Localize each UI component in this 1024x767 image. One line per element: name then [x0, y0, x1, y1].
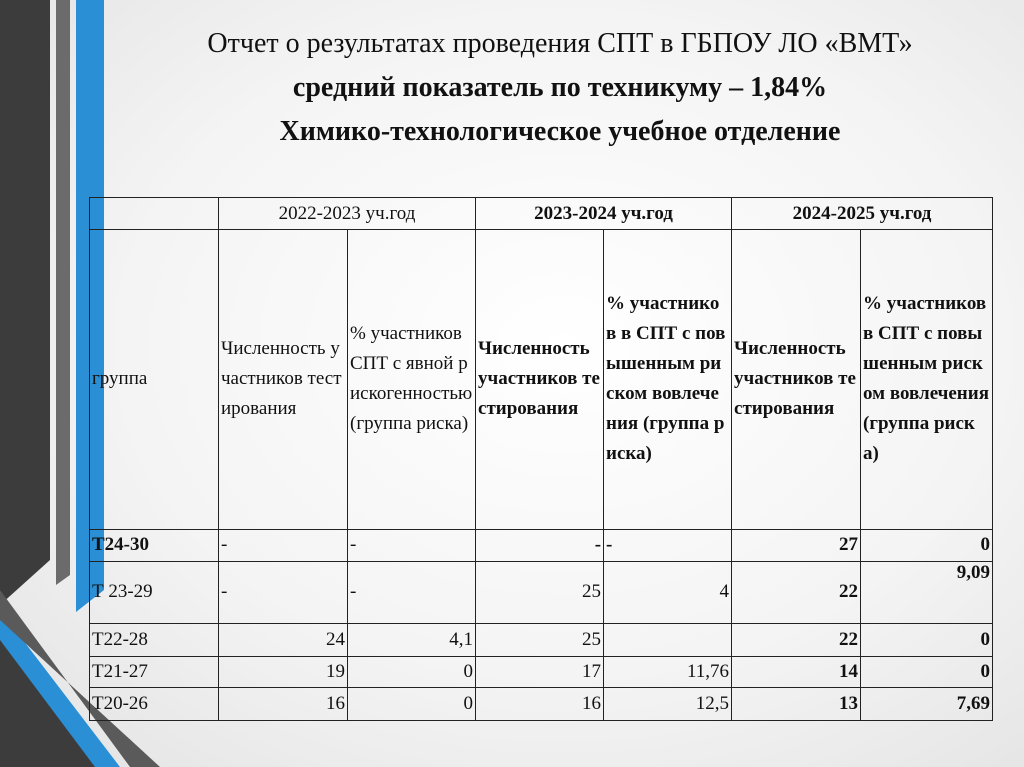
value-cell: - — [219, 529, 348, 561]
value-cell: 4 — [604, 561, 732, 623]
value-cell: 27 — [732, 529, 861, 561]
value-cell: 22 — [732, 561, 861, 623]
value-cell: 4,1 — [348, 623, 476, 656]
value-cell: 0 — [861, 529, 993, 561]
value-cell: 0 — [348, 656, 476, 687]
value-cell: 14 — [732, 656, 861, 687]
col-header-percent-2023: % участников в СПТ с повышенным риском вовлечения (группа риска) — [604, 230, 732, 530]
group-cell: Т 23-29 — [90, 561, 219, 623]
year-header-2023: 2023-2024 уч.год — [476, 198, 732, 230]
results-table — [89, 197, 993, 721]
group-header: группа — [90, 230, 219, 530]
value-cell: 17 — [476, 656, 604, 687]
year-header-2024: 2024-2025 уч.год — [732, 198, 993, 230]
value-cell: - — [348, 561, 476, 623]
value-cell: 24 — [219, 623, 348, 656]
empty-corner-cell — [90, 198, 219, 230]
average-indicator: средний показатель по техникуму – 1,84% — [292, 72, 828, 103]
value-cell: 0 — [861, 623, 993, 656]
value-cell: - — [476, 529, 604, 561]
table-row — [90, 656, 993, 687]
table-row — [90, 623, 993, 656]
value-cell — [604, 623, 732, 656]
value-cell: - — [219, 561, 348, 623]
value-cell: 22 — [732, 623, 861, 656]
value-cell: 12,5 — [604, 687, 732, 720]
value-cell: 7,69 — [861, 687, 993, 720]
report-title: Отчет о результатах проведения СПТ в ГБПОУ ЛО «ВМТ» — [207, 28, 913, 59]
year-header-2022: 2022-2023 уч.год — [219, 198, 476, 230]
department-title: Химико-технологическое учебное отделение — [279, 116, 841, 147]
group-cell: Т22-28 — [90, 623, 219, 656]
value-cell: 13 — [732, 687, 861, 720]
table-row — [90, 529, 993, 561]
column-header-row — [90, 230, 993, 530]
value-cell: 0 — [861, 656, 993, 687]
group-cell: Т20-26 — [90, 687, 219, 720]
value-cell: 19 — [219, 656, 348, 687]
title-block — [110, 22, 1010, 154]
value-cell: - — [348, 529, 476, 561]
table-row — [90, 687, 993, 720]
value-cell: 11,76 — [604, 656, 732, 687]
value-cell: 16 — [219, 687, 348, 720]
value-cell: 25 — [476, 623, 604, 656]
value-cell: 9,09 — [861, 561, 993, 623]
col-header-count-2024: Численность участников тестирования — [732, 230, 861, 530]
col-header-percent-2022: % участников СПТ с явной рискогенностью (группа риска) — [348, 230, 476, 530]
col-header-percent-2024: % участников в СПТ с повышенным риском вовлечения (группа риска) — [861, 230, 993, 530]
year-header-row — [90, 198, 993, 230]
group-cell: Т24-30 — [90, 529, 219, 561]
value-cell: 25 — [476, 561, 604, 623]
col-header-count-2022: Численность участников тестирования — [219, 230, 348, 530]
table-row — [90, 561, 993, 623]
value-cell: - — [604, 529, 732, 561]
value-cell: 16 — [476, 687, 604, 720]
col-header-count-2023: Численность участников тестирования — [476, 230, 604, 530]
group-cell: Т21-27 — [90, 656, 219, 687]
value-cell: 0 — [348, 687, 476, 720]
